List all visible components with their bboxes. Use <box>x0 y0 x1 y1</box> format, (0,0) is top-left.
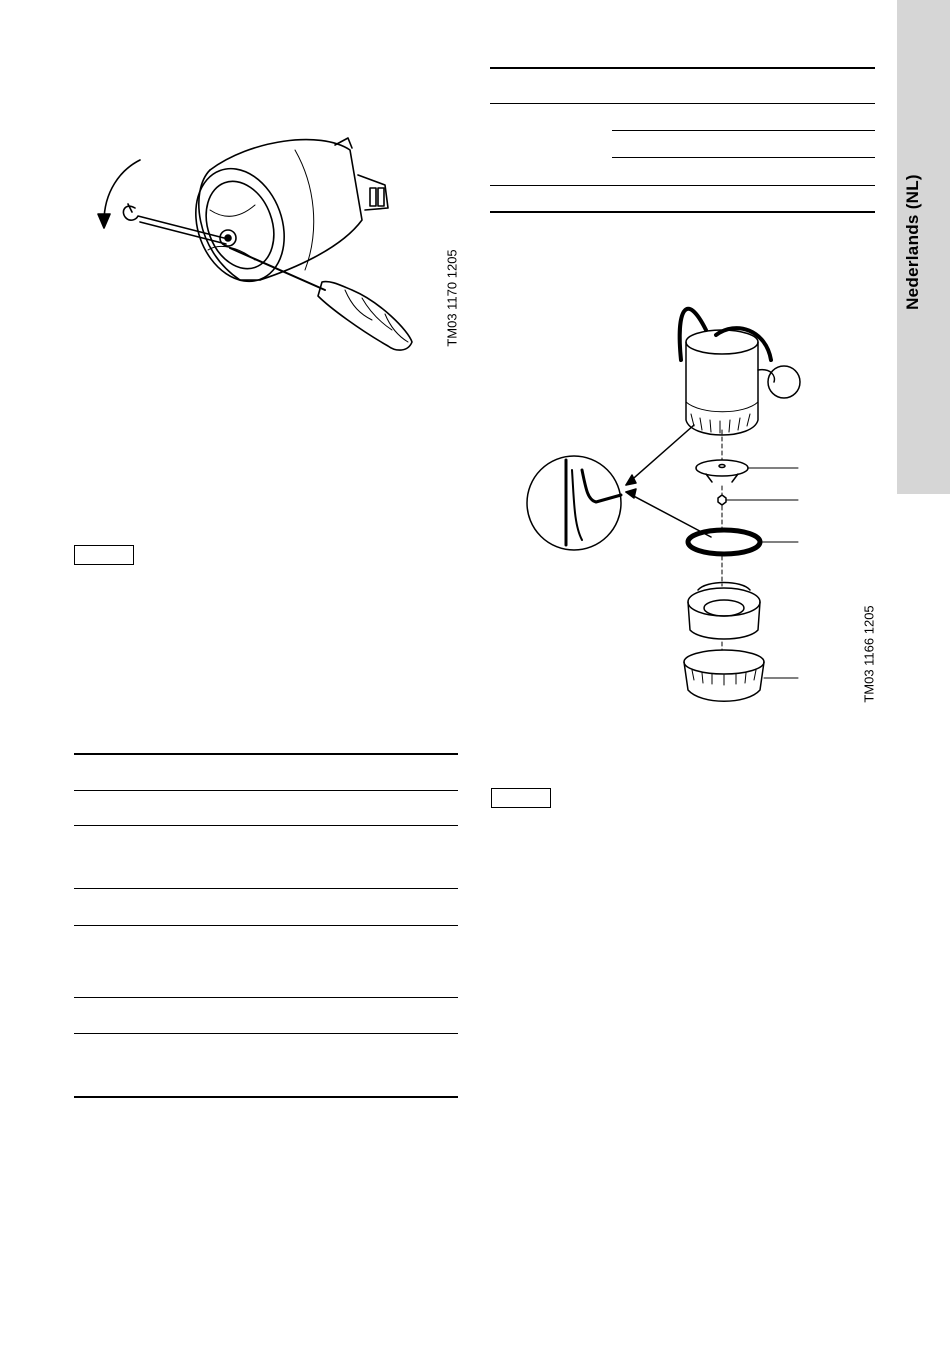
figure-code-2: TM03 1166 1205 <box>861 605 877 703</box>
figure-code-1: TM03 1170 1205 <box>444 249 460 347</box>
note-box-left <box>74 545 134 565</box>
note-box-right <box>491 788 551 808</box>
impeller-removal-illustration <box>90 130 430 360</box>
language-tab-label: Nederlands (NL) <box>903 174 922 310</box>
pump-exploded-illustration <box>526 290 806 710</box>
